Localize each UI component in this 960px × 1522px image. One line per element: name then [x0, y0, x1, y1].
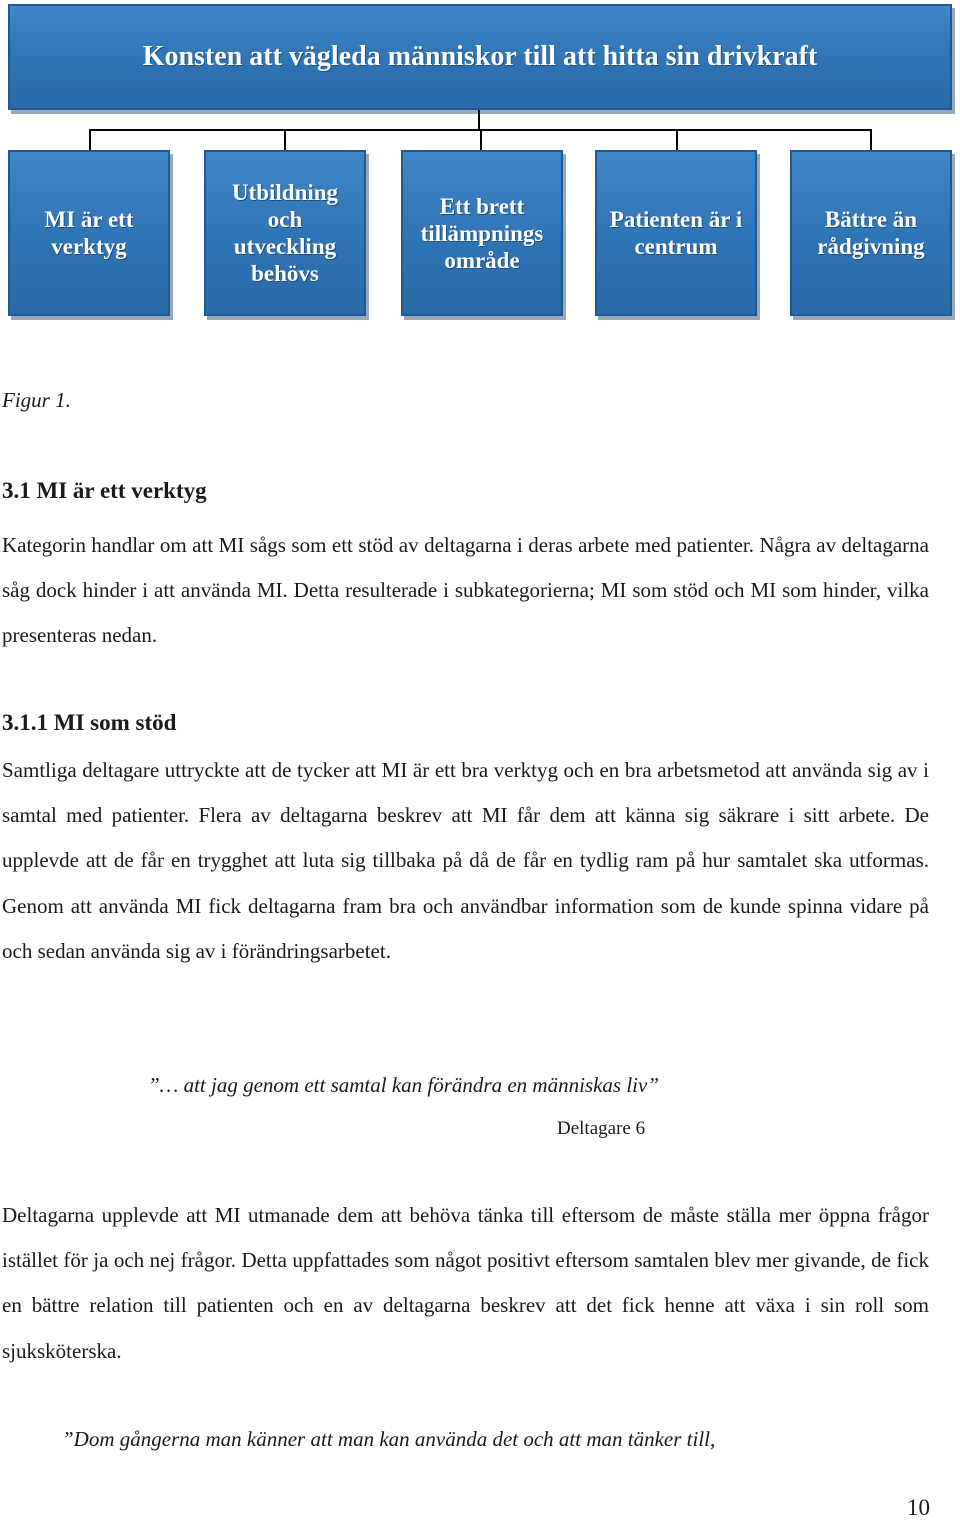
diagram-connector-drop-2	[284, 129, 286, 150]
figure-caption: Figur 1.	[2, 388, 71, 412]
quote-2: ”Dom gångerna man känner att man kan använda det och att man tänker till,	[62, 1427, 716, 1451]
diagram-connector-drop-4	[676, 129, 678, 150]
quote-1-attribution: Deltagare 6	[557, 1118, 646, 1139]
diagram-connector-drop-3	[480, 129, 482, 150]
paragraph-2: Deltagarna upplevde att MI utmanade dem att behöva tänka till eftersom de måste ställa mer öppna frågor istället för ja och nej frågor. Detta uppfattades som något positivt eftersom samtalen blev mer givande, de fick en bättre relation till patienten och en av deltagarna beskrev att det fick henne att växa i sin roll som sjuksköterska.	[2, 1203, 929, 1363]
diagram-connector-drop-1	[89, 129, 91, 150]
diagram-box-mi-verktyg: MI är ett verktyg	[8, 150, 170, 316]
subsection-paragraph: Samtliga deltagare uttryckte att de tycker att MI är ett bra verktyg och en bra arbetsmetod att använda sig av i samtal med patienter. Flera av deltagarna beskrev att MI får dem att känna sig säkrare i sitt arbete. De upplevde att de får en trygghet att luta sig tillbaka på då de får en tydlig ram på hur samtalet ska utformas. Genom att använda MI fick deltagarna fram bra och användbar information som de kunde spinna vidare på och sedan använda sig av i förändringsarbetet.	[2, 758, 929, 963]
page-number: 10	[907, 1495, 930, 1520]
subsection-heading: 3.1.1 MI som stöd	[2, 710, 177, 735]
diagram-box-utbildning: Utbildning och utveckling behövs	[204, 150, 366, 316]
diagram-connector-drop-5	[870, 129, 872, 150]
diagram-box-battre-radgivning: Bättre än rådgivning	[790, 150, 952, 316]
section-intro-paragraph: Kategorin handlar om att MI sågs som ett stöd av deltagarna i deras arbete med patienter. Några av deltagarna såg dock hinder i att använda MI. Detta resulterade i subkategorierna; MI som stöd och MI som hinder, vilka presenteras nedan.	[2, 533, 929, 648]
concept-diagram	[0, 0, 960, 330]
diagram-box-tillampningsomrade: Ett brett tillämpnings område	[401, 150, 563, 316]
quote-1: ”… att jag genom ett samtal kan förändra en människas liv”	[148, 1073, 659, 1097]
diagram-title-box: Konsten att vägleda människor till att hitta sin drivkraft	[8, 4, 952, 110]
diagram-box-patienten-centrum: Patienten är i centrum	[595, 150, 757, 316]
diagram-connector-vertical	[478, 110, 480, 130]
section-heading: 3.1 MI är ett verktyg	[2, 478, 207, 503]
